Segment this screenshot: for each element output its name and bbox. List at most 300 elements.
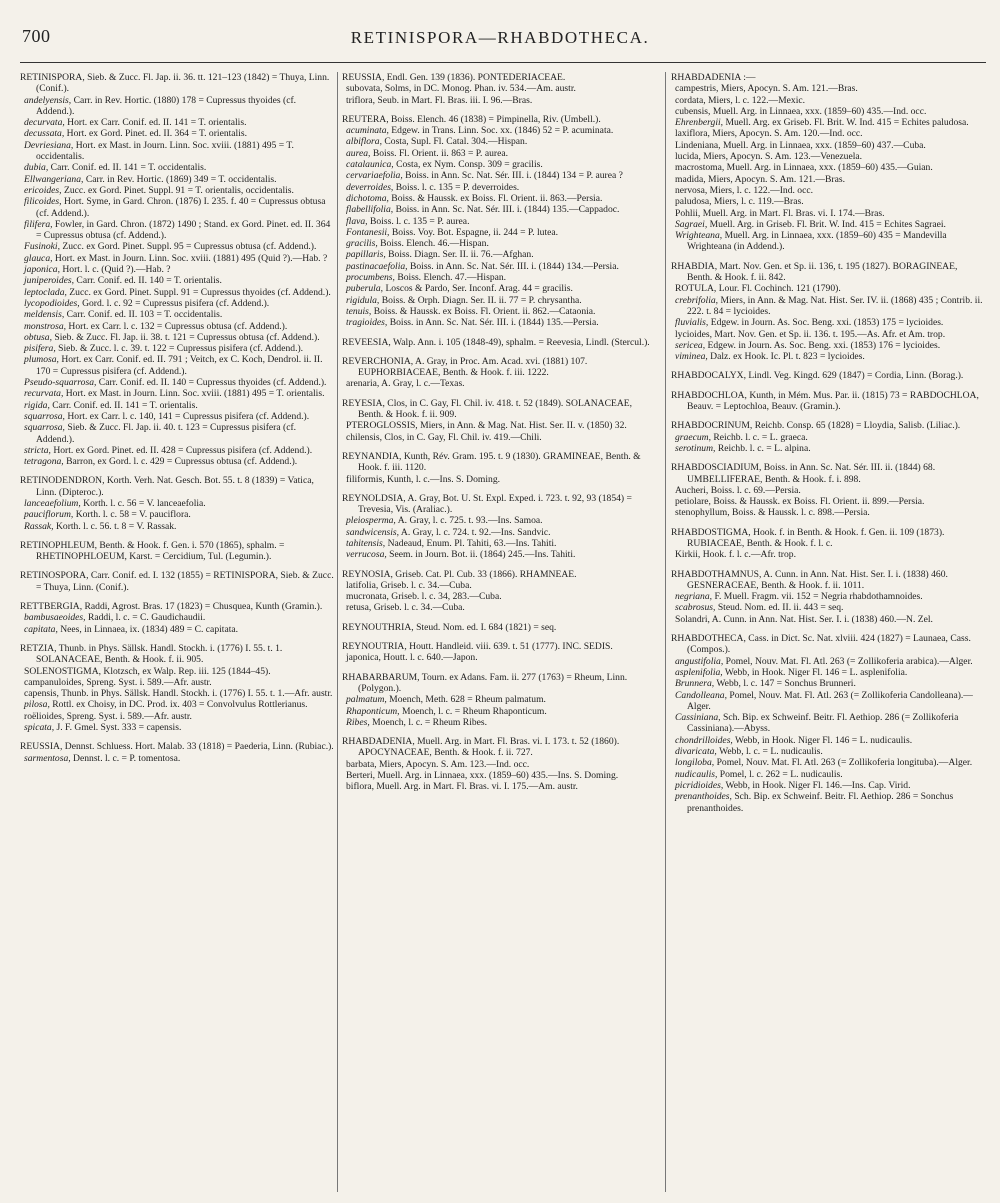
species-citation: Boiss. Fl. Orient. ii. 863 = P. aurea. (370, 147, 509, 159)
species-citation: Zucc. ex Gord. Pinet. Suppl. 91 = T. orientalis, occidentalis. (61, 184, 294, 196)
species-citation: Raddi, l. c. = C. Gaudichaudii. (85, 612, 206, 624)
species-name: dichotoma, (346, 192, 389, 204)
species-name: pauciflorum, (24, 509, 74, 521)
species-citation: Steud. Nom. ed. II. ii. 443 = seq. (715, 602, 844, 614)
species-name: crebrifolia, (675, 294, 719, 306)
species-entry (342, 249, 658, 260)
species-entry (342, 706, 658, 717)
genus-entry: RHABDADENIA :— (671, 72, 756, 83)
species-entry (671, 690, 984, 713)
species-citation: cubensis, Muell. Arg. in Linnaea, xxx. (1859–60) 435.—Ind. occ. (675, 105, 927, 117)
genus-entry: RETINOPHLEUM, Benth. & Hook. f. Gen. i. 570 (1865), sphalm. = RHETINOPHLOEUM, Karst. = Cercidium, Tul. (Legumin.). (20, 539, 285, 563)
species-citation: Hort. ex Mast. in Journ. Linn. Soc. xviii. (1881) 495 = T. occidentalis. (36, 139, 294, 163)
species-name: angustifolia, (675, 655, 724, 667)
species-name: plumosa, (24, 354, 59, 366)
genus-entry: RHABDOSTIGMA, Hook. f. in Benth. & Hook. f. Gen. ii. 109 (1873). RUBIACEAE, Benth. & Hook. f. l. c. (671, 526, 945, 549)
species-entry (671, 230, 984, 253)
genus-entry: RHABDOCALYX, Lindl. Veg. Kingd. 629 (1847) = Cordia, Linn. (Borag.). (671, 370, 964, 382)
genus-entry: REYNOSIA, Griseb. Cat. Pl. Cub. 33 (1866). RHAMNEAE. (342, 568, 577, 580)
species-name: longiloba, (675, 757, 715, 769)
species-citation: Boiss. in Ann. Sc. Nat. Sér. III. i. (1844) 134.—Persia. (407, 260, 619, 272)
species-citation: Carr. in Rev. Hortic. (1880) 178 = Cupressus thyoides (cf. Addend.). (36, 94, 297, 117)
species-entry (20, 688, 334, 699)
species-entry (671, 295, 984, 318)
header-rule (20, 62, 986, 63)
species-entry (20, 332, 334, 343)
species-entry (671, 507, 984, 518)
species-citation: barbata, Miers, Apocyn. S. Am. 123.—Ind. occ. (346, 758, 530, 770)
species-entry (671, 208, 984, 219)
species-entry (342, 227, 658, 238)
genus-entry: RHABDOCHLOA, Kunth, in Mém. Mus. Par. ii. (1815) 73 = RABDOCHLOA, Beauv. = Leptochloa, Beauv. (Gramin.). (671, 389, 979, 413)
genus-entry: REYNOUTHRIA, Steud. Nom. ed. I. 684 (1821) = seq. (342, 621, 557, 633)
species-entry (20, 498, 334, 509)
species-entry (342, 591, 658, 602)
species-citation: Boiss. in Ann. Sc. Nat. Sér. III. i. (1844) 135.—Cappadoc. (393, 204, 620, 216)
species-citation: Hort. ex Mast. in Journ. Linn. Soc. xviii. (1881) 495 = T. orientalis. (63, 388, 325, 400)
species-name: verrucosa, (346, 549, 387, 561)
species-citation: capensis, Thunb. in Phys. Sällsk. Handl. Stockh. i. (1776) I. 55. t. 1.—Afr. austr. (24, 688, 333, 700)
species-citation: Boiss. Diagn. Ser. II. ii. 76.—Afghan. (385, 249, 534, 261)
species-entry (20, 445, 334, 456)
species-citation: Pohlii, Muell. Arg. in Mart. Fl. Bras. vi. I. 174.—Bras. (675, 207, 885, 219)
species-entry (20, 253, 334, 264)
column-1 (20, 70, 334, 1195)
species-entry (671, 196, 984, 207)
genus-entry: REVERCHONIA, A. Gray, in Proc. Am. Acad. xvi. (1881) 107. EUPHORBIACEAE, Benth. & Hook. f. iii. 1222. (342, 355, 588, 379)
species-entry (20, 624, 334, 635)
species-name: andelyensis, (24, 94, 72, 106)
species-name: ericoides, (24, 184, 62, 196)
genus-entry: RHABDOCRINUM, Reichb. Consp. 65 (1828) = Lloydia, Salisb. (Liliac.). (671, 420, 961, 432)
species-entry (671, 602, 984, 613)
species-entry (20, 343, 334, 354)
species-name: rigidula, (346, 294, 380, 306)
species-name: decurvata, (24, 117, 65, 129)
species-name: pilosa, (24, 699, 50, 711)
species-name: gracilis, (346, 238, 378, 250)
species-citation: Carr. Conif. ed. II. 141 = T. orientalis. (49, 399, 198, 411)
species-entry (342, 527, 658, 538)
species-citation: Hort. ex Gord. Pinet. ed. II. 364 = T. orientalis. (64, 128, 248, 140)
species-entry (671, 769, 984, 780)
species-entry (342, 770, 658, 781)
species-entry (671, 162, 984, 173)
species-citation: retusa, Griseb. l. c. 34.—Cuba. (346, 602, 465, 614)
species-citation: Sieb. & Zucc. l. c. 39. t. 122 = Cupressus pisifera (cf. Addend.). (55, 343, 304, 355)
species-entry (671, 432, 984, 443)
species-citation: subovata, Solms, in DC. Monog. Phan. iv. 534.—Am. austr. (346, 83, 576, 95)
species-citation: Sch. Bip. ex Schweinf. Beitr. Fl. Aethiop. 286 (= Zollikoferia Cassiniana).—Abyss. (687, 712, 959, 735)
species-citation: paludosa, Miers, l. c. 119.—Bras. (675, 196, 804, 208)
species-entry (342, 272, 658, 283)
species-citation: Seem. in Journ. Bot. ii. (1864) 245.—Ins. Tahiti. (386, 549, 576, 561)
species-name: picridioides, (675, 779, 724, 791)
page-number: 700 (22, 26, 51, 46)
species-name: recurvata, (24, 388, 64, 400)
species-name: Cassiniana, (675, 712, 721, 724)
species-entry (342, 306, 658, 317)
species-citation: Carr. Conif. ed. II. 141 = T. occidentalis. (48, 162, 207, 174)
species-entry (20, 388, 334, 399)
species-entry (20, 185, 334, 196)
species-name: tetragona, (24, 456, 64, 468)
species-citation: Boiss. in Ann. Sc. Nat. Sér. III. i. (1844) 134 = P. aurea ? (402, 170, 623, 182)
species-entry (342, 781, 658, 792)
species-citation: Boiss. Elench. 46.—Hispan. (377, 238, 489, 250)
species-entry (671, 106, 984, 117)
species-citation: Barron, ex Gord. l. c. 429 = Cupressus obtusa (cf. Addend.). (63, 456, 298, 468)
species-entry (342, 193, 658, 204)
species-entry (20, 377, 334, 388)
species-entry (342, 378, 658, 389)
species-citation: Fowler, in Gard. Chron. (1872) 1490 ; Stand. ex Gord. Pinet. ed. II. 364 = Cupressus obtusa (cf. Addend.). (36, 218, 331, 242)
species-name: Fontanesii, (346, 226, 390, 238)
species-citation: Aucheri, Boiss. l. c. 69.—Persia. (675, 484, 801, 496)
species-entry (342, 538, 658, 549)
column-divider (665, 72, 666, 1192)
species-citation: Boiss. & Haussk. ex Boiss. Fl. Orient. ii. 862.—Cataonia. (371, 305, 596, 317)
species-name: Devriesiana, (24, 139, 74, 151)
species-name: Brunnera, (675, 678, 715, 690)
species-entry (20, 219, 334, 242)
species-name: fluvialis, (675, 317, 709, 329)
species-citation: Boiss. in Ann. Sc. Nat. Sér. III. i. (1844) 135.—Persia. (387, 317, 599, 329)
species-entry (20, 677, 334, 688)
species-entry (671, 329, 984, 340)
species-entry (671, 591, 984, 602)
species-name: obtusa, (24, 331, 52, 343)
species-citation: Carr. Conif. ed. II. 103 = T. occidentalis. (64, 309, 223, 321)
species-name: Ellwangeriana, (24, 173, 84, 185)
species-entry (20, 196, 334, 219)
species-entry (342, 717, 658, 728)
species-entry (671, 351, 984, 362)
species-entry (671, 614, 984, 625)
species-entry (20, 411, 334, 422)
species-name: stricta, (24, 444, 51, 456)
species-entry (20, 722, 334, 733)
genus-entry: RETINOSPORA, Carr. Conif. ed. I. 132 (1855) = RETINISPORA, Sieb. & Zucc. = Thuya, Linn. (Conif.). (20, 570, 334, 593)
species-entry (342, 216, 658, 227)
running-title: RETINISPORA—RHABDOTHECA. (350, 28, 650, 47)
species-citation: Webb, in Hook. Niger Fl. 146 = L. asplenifolia. (722, 666, 908, 678)
species-citation: Boiss. l. c. 135 = P. aurea. (367, 215, 470, 227)
genus-entry: REVEESIA, Walp. Ann. i. 105 (1848-49), sphalm. = Reevesia, Lindl. (Stercul.). (342, 336, 650, 348)
species-entry (20, 162, 334, 173)
species-name: catalaunica, (346, 159, 394, 171)
species-citation: Webb, in Hook. Niger Fl. 146 = L. nudicaulis. (732, 734, 913, 746)
genus-entry: RETINISPORA, Sieb. & Zucc. Fl. Jap. ii. 36. tt. 121–123 (1842) = Thuya, Linn. (Conif.). (20, 72, 330, 95)
species-name: pisifera, (24, 343, 56, 355)
species-citation: Carr. Conif. ed. II. 140 = Cupressus thyoides (cf. Addend.). (96, 377, 327, 389)
species-entry (671, 656, 984, 667)
species-name: nudicaulis, (675, 768, 718, 780)
species-citation: lycioides, Mart. Nov. Gen. et Sp. ii. 136. t. 195.—As. Afr. et Am. trop. (675, 328, 946, 340)
species-citation: nervosa, Miers, l. c. 122.—Ind. occ. (675, 184, 814, 196)
species-entry (671, 95, 984, 106)
species-entry (342, 420, 658, 431)
species-entry (342, 136, 658, 147)
species-citation: Moench, Meth. 628 = Rheum palmatum. (386, 694, 546, 706)
species-citation: Reichb. l. c. = L. alpina. (715, 442, 811, 454)
species-name: Wrighteana, (675, 230, 723, 242)
species-name: divaricata, (675, 746, 717, 758)
genus-entry: RHABDADENIA, Muell. Arg. in Mart. Fl. Bras. vi. I. 173. t. 52 (1860). APOCYNACEAE, Benth. & Hook. f. ii. 727. (342, 736, 620, 759)
species-entry (671, 151, 984, 162)
species-citation: Nadeaud, Enum. Pl. Tahiti, 63.—Ins. Tahiti. (385, 537, 557, 549)
species-citation: japonica, Houtt. l. c. 640.—Japon. (346, 652, 478, 664)
species-name: Rassak, (24, 520, 54, 532)
species-entry (671, 140, 984, 151)
species-entry (671, 219, 984, 230)
species-entry (20, 174, 334, 185)
species-name: lycopodioides, (24, 297, 80, 309)
species-entry (671, 317, 984, 328)
species-name: meldensis, (24, 309, 65, 321)
species-entry (342, 549, 658, 560)
species-entry (20, 298, 334, 309)
species-citation: arenaria, A. Gray, l. c.—Texas. (346, 378, 465, 390)
species-name: Sagraei, (675, 218, 708, 230)
species-entry (671, 780, 984, 791)
species-name: dubia, (24, 162, 49, 174)
species-citation: Webb, l. c. = L. nudicaulis. (716, 746, 823, 758)
species-citation: madida, Miers, Apocyn. S. Am. 121.—Bras. (675, 173, 846, 185)
species-citation: campestris, Miers, Apocyn. S. Am. 121.—Bras. (675, 83, 858, 95)
species-name: asplenifolia, (675, 666, 723, 678)
species-entry (20, 699, 334, 710)
species-name: Pseudo-squarrosa, (24, 377, 97, 389)
species-citation: Sieb. & Zucc. Fl. Jap. ii. 40. t. 123 = Cupressus pisifera (cf. Addend.). (36, 422, 297, 445)
species-entry (671, 757, 984, 768)
species-entry (342, 95, 658, 106)
species-entry (342, 580, 658, 591)
species-entry (20, 264, 334, 275)
column-divider (337, 72, 338, 1192)
species-citation: Hort. ex Carr. l. c. 140, 141 = Cupressus pisifera (cf. Addend.). (64, 410, 310, 422)
species-name: viminea, (675, 351, 708, 363)
species-citation: Solandri, A. Cunn. in Ann. Nat. Hist. Ser. I. i. (1838) 460.—N. Zel. (675, 613, 933, 625)
species-name: pastinacaefolia, (346, 260, 408, 272)
species-citation: Korth. l. c. 56 = V. lanceaefolia. (80, 497, 206, 509)
species-entry (20, 309, 334, 320)
species-citation: Boiss. Voy. Bot. Espagne, ii. 244 = P. lutea. (389, 226, 559, 238)
species-citation: Miers, in Ann. & Mag. Nat. Hist. Ser. IV. ii. (1868) 435 ; Contrib. ii. 222. t. 84 = lycioides. (687, 294, 983, 317)
species-citation: campanuloides, Spreng. Syst. i. 589.—Afr. austr. (24, 676, 212, 688)
species-name: monstrosa, (24, 320, 67, 332)
species-entry (342, 432, 658, 443)
species-name: filicoides, (24, 196, 62, 208)
genus-entry: RHABDOTHECA, Cass. in Dict. Sc. Nat. xlviii. 424 (1827) = Launaea, Cass. (Compos.). (671, 633, 971, 656)
species-entry (20, 275, 334, 286)
species-name: serotinum, (675, 442, 716, 454)
species-citation: Lindeniana, Muell. Arg. in Linnaea, xxx. (1859–60) 437.—Cuba. (675, 139, 926, 151)
species-name: flava, (346, 215, 368, 227)
species-citation: Dennst. l. c. = P. tomentosa. (70, 752, 181, 764)
species-name: decussata, (24, 128, 65, 140)
species-entry (20, 521, 334, 532)
species-entry (671, 791, 984, 814)
species-name: squarrosa, (24, 422, 65, 434)
genus-entry: RHABDOSCIADIUM, Boiss. in Ann. Sc. Nat. Sér. III. ii. (1844) 68. UMBELLIFERAE, Benth. & Hook. f. i. 898. (671, 462, 936, 485)
species-citation: F. Muell. Fragm. vii. 152 = Negria rhabdothamnoides. (712, 591, 923, 603)
species-citation: Korth. l. c. 58 = V. pauciflora. (73, 509, 191, 521)
species-citation: Zucc. ex Gord. Pinet. Suppl. 91 = Cupressus thyoides (cf. Addend.). (66, 286, 331, 298)
species-entry (342, 515, 658, 526)
species-citation: Costa, ex Nym. Consp. 309 = gracilis. (393, 159, 543, 171)
species-entry (342, 652, 658, 663)
column-2 (342, 70, 658, 1195)
species-entry (671, 712, 984, 735)
species-name: procumbens, (346, 272, 395, 284)
species-entry (20, 400, 334, 411)
species-citation: petiolare, Boiss. & Haussk. ex Boiss. Fl. Orient. ii. 899.—Persia. (675, 496, 925, 508)
species-entry (20, 95, 334, 118)
species-name: Ehrenbergii, (675, 117, 724, 129)
species-citation: SOLENOSTIGMA, Klotzsch, ex Walp. Rep. iii. 125 (1844–45). (24, 665, 271, 677)
species-citation: Costa, Supl. Fl. Catal. 304.—Hispan. (381, 136, 528, 148)
species-entry (342, 159, 658, 170)
species-citation: macrostoma, Muell. Arg. in Linnaea, xxx. (1859–60) 435.—Guian. (675, 162, 933, 174)
species-citation: filiformis, Kunth, l. c.—Ins. S. Doming. (346, 473, 501, 485)
species-entry (342, 83, 658, 94)
species-entry (342, 182, 658, 193)
genus-entry: RHABARBARUM, Tourn. ex Adans. Fam. ii. 277 (1763) = Rheum, Linn. (Polygon.). (342, 671, 628, 694)
species-name: tenuis, (346, 305, 372, 317)
species-name: leptoclada, (24, 286, 67, 298)
species-entry (342, 474, 658, 485)
species-name: squarrosa, (24, 410, 65, 422)
species-entry (20, 612, 334, 623)
species-citation: Kirkii, Hook. f. l. c.—Afr. trop. (675, 549, 796, 561)
species-citation: Rottl. ex Choisy, in DC. Prod. ix. 403 = Convolvulus Rottlerianus. (49, 699, 308, 711)
species-citation: Hort. ex Gord. Pinet. ed. II. 428 = Cupressus pisifera (cf. Addend.). (50, 444, 313, 456)
species-citation: Sch. Bip. ex Schweinf. Beitr. Fl. Aethiop. 286 = Sonchus prenanthoides. (687, 791, 954, 814)
species-entry (20, 241, 334, 252)
species-citation: Sieb. & Zucc. Fl. Jap. ii. 38. t. 121 = Cupressus obtusa (cf. Addend.). (52, 331, 320, 343)
species-entry (671, 667, 984, 678)
species-citation: triflora, Seub. in Mart. Fl. Bras. iii. I. 96.—Bras. (346, 94, 533, 106)
species-citation: Pomel, Nouv. Mat. Fl. Atl. 263 (= Zollikoferia Candolleana).—Alger. (687, 689, 973, 712)
species-name: pleiosperma, (346, 515, 396, 527)
species-entry (20, 128, 334, 139)
species-entry (671, 117, 984, 128)
species-entry (20, 456, 334, 467)
species-citation: Pomel, Nouv. Mat. Fl. Atl. 263 (= Zollikoferia longituba).—Alger. (714, 757, 973, 769)
species-citation: Edgew. in Journ. As. Soc. Beng. xxi. (1853) 175 = lycioides. (708, 317, 944, 329)
species-entry (671, 485, 984, 496)
species-name: puberula, (346, 283, 384, 295)
species-name: sandwicensis, (346, 526, 400, 538)
species-name: Ribes, (346, 716, 370, 728)
species-entry (671, 185, 984, 196)
species-name: rigida, (24, 399, 50, 411)
species-entry (20, 711, 334, 722)
species-name: cervariaefolia, (346, 170, 403, 182)
species-name: glauca, (24, 252, 53, 264)
species-name: Fusinoki, (24, 241, 60, 253)
species-entry (342, 295, 658, 306)
species-name: filifera, (24, 218, 53, 230)
species-name: acuminata, (346, 125, 389, 137)
species-entry (671, 340, 984, 351)
species-citation: Edgew. in Trans. Linn. Soc. xx. (1846) 52 = P. acuminata. (388, 125, 614, 137)
species-citation: Webb, in Hook. Niger Fl. 146.—Ins. Cap. Virid. (723, 779, 911, 791)
species-entry (342, 148, 658, 159)
species-citation: A. Gray, l. c. 724. t. 92.—Ins. Sandvic. (399, 526, 551, 538)
species-citation: lucida, Miers, Apocyn. S. Am. 123.—Venezuela. (675, 151, 863, 163)
species-name: albiflora, (346, 136, 382, 148)
genus-entry: RHABDIA, Mart. Nov. Gen. et Sp. ii. 136, t. 195 (1827). BORAGINEAE, Benth. & Hook. f. ii. 842. (671, 260, 958, 284)
species-entry (342, 261, 658, 272)
species-name: Candolleana, (675, 689, 727, 701)
genus-entry: REYNANDIA, Kunth, Rév. Gram. 195. t. 9 (1830). GRAMINEAE, Benth. & Hook. f. iii. 1120. (342, 450, 641, 474)
species-entry (342, 170, 658, 181)
species-citation: Moench, l. c. = Rheum Ribes. (369, 716, 488, 728)
species-citation: chilensis, Clos, in C. Gay, Fl. Chil. iv. 419.—Chili. (346, 431, 542, 443)
species-citation: Muell. Arg. in Linnaea, xxx. (1859–60) 435 = Mandevilla Wrighteana (in Addend.). (687, 230, 947, 253)
species-citation: mucronata, Griseb. l. c. 34, 283.—Cuba. (346, 591, 502, 603)
species-entry (671, 128, 984, 139)
page-header (0, 0, 1000, 70)
species-citation: Boiss. & Haussk. ex Boiss. Fl. Orient. ii. 863.—Persia. (388, 192, 603, 204)
species-name: prenanthoides, (675, 791, 732, 803)
genus-entry: REYNOUTRIA, Houtt. Handleid. viii. 639. t. 51 (1777). INC. SEDIS. (342, 641, 613, 653)
species-entry (342, 283, 658, 294)
species-entry (342, 125, 658, 136)
species-name: palmatum, (346, 694, 387, 706)
species-entry (20, 354, 334, 377)
species-entry (20, 117, 334, 128)
species-citation: Hort. ex Carr. Conif. ed. II. 141 = T. orientalis. (64, 117, 247, 129)
species-entry (20, 753, 334, 764)
species-name: tragioides, (346, 317, 388, 329)
species-citation: Carr. Conif. ed. II. 140 = T. orientalis. (74, 275, 222, 287)
species-entry (342, 238, 658, 249)
species-entry (342, 759, 658, 770)
species-citation: Carr. in Rev. Hortic. (1869) 349 = T. occidentalis. (83, 173, 277, 185)
species-name: tahitensis, (346, 537, 386, 549)
species-name: scabrosus, (675, 602, 716, 614)
species-citation: J. F. Gmel. Syst. 333 = capensis. (54, 722, 182, 734)
species-citation: Gord. l. c. 92 = Cupressus pisifera (cf. Addend.). (79, 297, 270, 309)
species-name: graecum, (675, 431, 711, 443)
species-citation: Hort. ex Carr. l. c. 132 = Cupressus obtusa (cf. Addend.). (66, 320, 288, 332)
species-entry (671, 746, 984, 757)
genus-entry: RHABDOTHAMNUS, A. Cunn. in Ann. Nat. Hist. Ser. I. i. (1838) 460. GESNERACEAE, Benth. & Hook. f. ii. 1011. (671, 568, 948, 591)
species-entry (671, 443, 984, 454)
genus-entry: RETTBERGIA, Raddi, Agrost. Bras. 17 (1823) = Chusquea, Kunth (Gramin.). (20, 601, 323, 613)
species-citation: Korth. l. c. 56. t. 8 = V. Rassak. (53, 520, 177, 532)
species-citation: laxiflora, Miers, Apocyn. S. Am. 120.—Ind. occ. (675, 128, 863, 140)
species-citation: Pomel, Nouv. Mat. Fl. Atl. 263 (= Zollikoferia arabica).—Alger. (723, 655, 973, 667)
species-citation: roëlioides, Spreng. Syst. i. 589.—Afr. austr. (24, 710, 192, 722)
species-citation: Muell. Arg. in Griseb. Fl. Brit. W. Ind. 415 = Echites Sagraei. (707, 218, 946, 230)
species-entry (671, 678, 984, 689)
species-name: flabellifolia, (346, 204, 394, 216)
species-name: Rhaponticum, (346, 705, 400, 717)
species-citation: Zucc. ex Gord. Pinet. Suppl. 95 = Cupressus obtusa (cf. Addend.). (59, 241, 317, 253)
species-name: chondrilloides, (675, 734, 733, 746)
species-citation: Moench, l. c. = Rheum Rhaponticum. (399, 705, 547, 717)
species-name: capitata, (24, 623, 58, 635)
species-citation: Pomel, l. c. 262 = L. nudicaulis. (717, 768, 843, 780)
species-citation: biflora, Muell. Arg. in Mart. Fl. Bras. vi. I. 175.—Am. austr. (346, 781, 578, 793)
species-name: sericea, (675, 339, 706, 351)
genus-entry: RETZIA, Thunb. in Phys. Sällsk. Handl. Stockh. i. (1776) I. 55. t. 1. SOLANACEAE, Benth. & Hook. f. ii. 905. (20, 642, 283, 666)
species-entry (342, 602, 658, 613)
